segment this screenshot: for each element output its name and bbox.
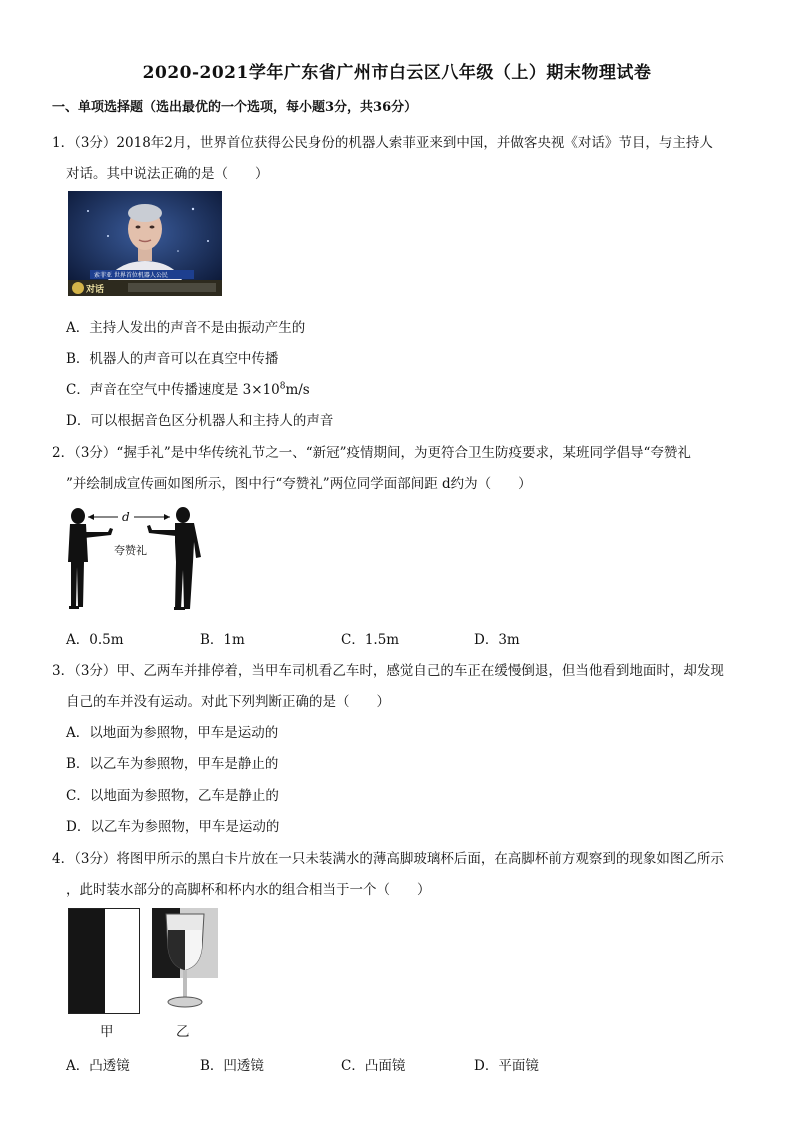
q2-stem-line2: ”并绘制成宣传画如图所示，图中行“夸赞礼”两位同学面部间距 d约为（ ）	[66, 476, 532, 492]
q3-stem-line1: 3．（3分）甲、乙两车并排停着，当甲车司机看乙车时，感觉自己的车正在缓慢倒退，但当他看到地面时，却发现	[52, 663, 724, 679]
q1-stem-line2: 对话。其中说法正确的是（ ）	[66, 166, 269, 182]
q1-option-c[interactable]	[66, 378, 310, 398]
q3-option-b[interactable]: B．以乙车为参照物，甲车是静止的	[66, 756, 279, 772]
q4-option-a[interactable]: A．凸透镜	[66, 1058, 130, 1074]
q2-fig-d-label: d	[122, 510, 130, 524]
q1-stem-line1: 1．（3分）2018年2月，世界首位获得公民身份的机器人索菲亚来到中国，并做客央视《对话》节目，与主持人	[52, 135, 713, 151]
q3-option-c[interactable]: C．以地面为参照物，乙车是静止的	[66, 788, 279, 804]
q2-option-b[interactable]: B．1m	[200, 632, 245, 648]
q4-stem-line2: ，此时装水部分的高脚杯和杯内水的组合相当于一个（ ）	[66, 882, 431, 898]
q1-robot-photo	[68, 191, 222, 296]
q1-option-b[interactable]: B．机器人的声音可以在真空中传播	[66, 351, 279, 367]
q1-option-d[interactable]: D．可以根据音色区分机器人和主持人的声音	[66, 413, 334, 429]
q1-option-c-text: C．声音在空气中传播速度是 3×10	[66, 382, 280, 398]
page-title: 2020-2021学年广东省广州市白云区八年级（上）期末物理试卷	[142, 63, 652, 83]
q1-option-c-exponent: 8	[279, 381, 286, 392]
q2-option-a[interactable]: A．0.5m	[66, 632, 124, 648]
q1-option-a[interactable]: A．主持人发出的声音不是由振动产生的	[66, 320, 306, 336]
q2-fig-caption: 夸赞礼	[114, 544, 147, 557]
q3-stem-line2: 自己的车并没有运动。对此下列判断正确的是（ ）	[66, 694, 390, 710]
q3-option-a[interactable]: A．以地面为参照物，甲车是运动的	[66, 725, 279, 741]
q2-kuazan-figure	[66, 502, 211, 614]
q4-option-d[interactable]: D．平面镜	[474, 1058, 539, 1074]
q3-option-d[interactable]: D．以乙车为参照物，甲车是运动的	[66, 819, 280, 835]
q1-option-c-unit: m/s	[285, 382, 310, 398]
q2-option-c[interactable]: C．1.5m	[341, 632, 400, 648]
q4-figure-jia-label: 甲	[100, 1024, 114, 1040]
q4-option-b[interactable]: B．凹透镜	[200, 1058, 264, 1074]
q4-figure-yi-label: 乙	[176, 1024, 190, 1040]
q4-figure-jia-card	[68, 908, 140, 1014]
q4-stem-line1: 4．（3分）将图甲所示的黑白卡片放在一只未装满水的薄高脚玻璃杯后面，在高脚杯前方观察到的现象如图乙所示	[52, 851, 724, 867]
q1-photo-caption-bottom: 对话	[86, 285, 105, 295]
q2-stem-line1: 2．（3分）“握手礼”是中华传统礼节之一、“新冠”疫情期间，为更符合卫生防疫要求，某班同学倡导“夸赞礼	[52, 445, 691, 461]
section-heading: 一、单项选择题（选出最优的一个选项，每小题3分，共36分）	[52, 100, 418, 115]
q4-figure-yi-glass	[152, 908, 218, 1014]
q4-option-c[interactable]: C．凸面镜	[341, 1058, 406, 1074]
q1-photo-caption-top: 索菲亚 世界首位机器人公民	[94, 272, 168, 279]
q2-option-d[interactable]: D．3m	[474, 632, 520, 648]
